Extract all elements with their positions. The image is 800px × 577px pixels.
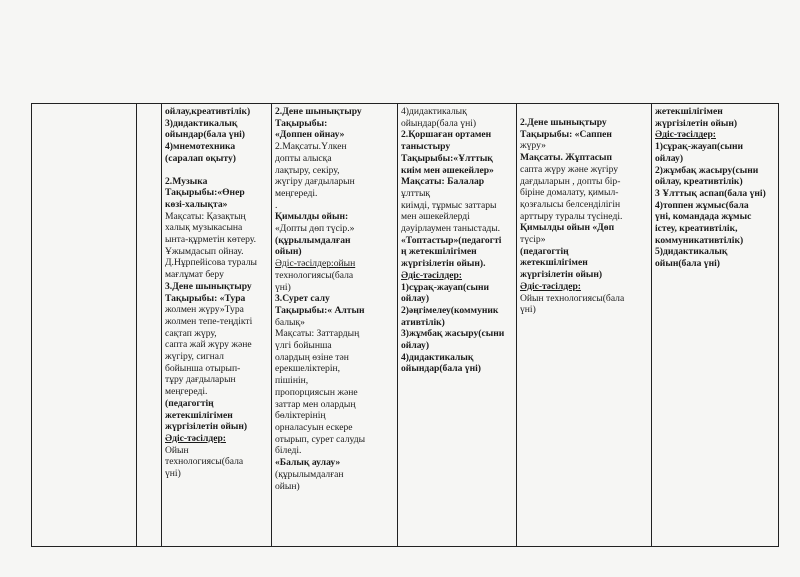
column-2 [162,104,272,547]
cell-text-line: Тақырыбы:« Алтын [275,304,365,316]
cell-text-line: ерекшеліктерін, [275,363,341,375]
cell-text-line: ынта-құрметін көтеру. [165,234,256,246]
cell-text-line: сақтап жүру, [165,327,217,339]
cell-text-line: сапта жүру және жүгіру [520,163,619,175]
cell-text-line: лақтыру, секіру, [275,164,340,176]
cell-text-line: «Топтастыр»(педагогті [401,234,502,246]
cell-text-line: 4)дидактикалық [401,351,474,363]
column-4 [398,104,517,547]
cell-text-line: балық» [275,316,305,328]
cell-text-line: 3.Сурет салу [275,293,330,305]
cell-text-line: Қимылды ойын «Дөп [520,222,615,234]
cell-text-line: (құрылымдалған [275,234,351,246]
column-6 [652,104,779,547]
cell-text-line: орналасуын ескере [275,421,353,433]
cell-text-line: жүргізілетін ойын) [655,117,738,129]
cell-text-line: 3)дидактикалық [165,117,238,129]
cell-text-line: Қимылды ойын: [275,211,349,223]
cell-text-line: үні, командада жұмыс [655,211,752,223]
cell-text-line: олардың өзіне тән [275,351,349,363]
cell-text-line: Ойын [165,444,189,456]
cell-text-line: жүгіру, сигнал [165,351,224,363]
cell-text-line: ойын(бала үні) [655,258,720,270]
cell-text-line: ойын) [275,246,302,258]
cell-text-line: түсір» [520,234,546,246]
cell-text-line: 4)мнемотехника [165,141,236,153]
cell-text-line: 5)дидактикалық [655,246,728,258]
cell-text-line: отырып, сурет салуды [275,433,366,445]
cell-text-line: допты алысқа [275,152,332,164]
cell-text-line: жолмен тепе-теңдікті [165,315,253,327]
cell-text-line: арттыру туралы түсінеді. [520,210,623,222]
cell-text-line: киімді, тұрмыс заттары [401,199,497,211]
cell-text-line: үні) [275,281,291,293]
cell-text-line: Әдіс-тәсілдер: [165,432,226,444]
cell-text-line: ойындар(бала үні) [165,129,245,141]
cell-text-line: қозғалысы белсенділігін [520,198,621,210]
cell-text-line: 4)дидактикалық [401,106,467,117]
cell-text-line: 2)жұмбақ жасыру(сыни [655,164,759,176]
cell-text-line: Әдіс-тәсілдер:ойын [275,258,356,270]
cell-text-line: мен әшекейлерді [401,211,470,223]
table-row [32,104,779,547]
cell-text-line: пішінін, [275,375,309,387]
column-3 [272,104,398,547]
cell-text-line: дағдыларын , допты бір- [520,175,621,187]
cell-text-line: үлгі бойынша [275,340,332,352]
cell-text-line: 2.Дене шынықтыру [520,117,607,128]
cell-text-line: бойынша отырып- [165,362,241,374]
cell-text-line: 3 Ұлттық аспап(бала үні) [655,187,766,199]
cell-text-line: киім мен әшекейлер» [401,164,494,176]
cell-text-line: 1)сұрақ-жауап(сыни [401,281,490,293]
cell-text-line: жолмен жүру»Тура [165,304,244,316]
cell-text-line: Әдіс-тәсілдер: [655,129,716,141]
cell-text-line: біледі. [275,445,302,457]
cell-text-line: 3.Дене шынықтыру [165,280,252,292]
cell-text-line: меңгереді. [165,386,208,398]
cell-text-line: Мақсаты. Жұптасып [520,152,613,164]
column-1 [137,104,162,547]
cell-text-line: 2.Музыка [165,175,208,187]
cell-text-line: (педагогтің [520,245,569,257]
cell-text-line: ойлау) [401,340,430,352]
cell-text-line: жетекшілігімен [655,106,723,117]
cell-text-line: тұру дағдыларын [165,374,236,386]
cell-text-line: ойлау) [401,293,430,305]
cell-text-line: Тақырыбы:«Өнер [165,187,245,199]
cell-text-line: халық музыкасына [165,222,243,234]
cell-text-line: ойындар(бала үні) [401,117,477,129]
cell-text-line: . [275,199,278,211]
cell-text-line: «Доппен ойнау» [275,129,345,141]
cell-text-line: Мақсаты: Қазақтың [165,210,246,222]
cell-text-line: Тақырыбы: «Тура [165,292,246,304]
cell-text-line: Әдіс-тәсілдер: [520,280,581,292]
cell-text-line: меңгереді. [275,187,318,199]
cell-text-line: жүргізілетін ойын). [401,258,486,270]
cell-text-line: ойын) [275,480,300,492]
cell-text-line: үні) [520,304,536,316]
cell-text-line: коммуникативтілік) [655,234,744,246]
cell-text-line: ативтілік) [401,316,445,328]
cell-text-line: жүру» [520,140,546,152]
cell-text-line: жүргізілетін ойын) [165,421,248,433]
cell-text-line: 3)жұмбақ жасыру(сыни [401,328,505,340]
column-0 [32,104,137,547]
cell-text-line: технологиясы(бала [275,269,354,281]
cell-text-line: жүгіру дағдыларын [275,176,355,188]
cell-text-line: дәуірлаумен таныстады. [401,223,501,235]
cell-text-line: жүргізілетін ойын) [520,269,603,281]
cell-text-line: ойлау) [655,152,684,164]
cell-text-line: Тақырыбы:«Ұлттық [401,152,493,164]
cell-text-line: заттар мен олардың [275,398,356,410]
column-5 [517,104,652,547]
cell-text-line: біріне домалату, қимыл- [520,187,619,199]
cell-text-line: Ұжымдасып ойнау. [165,245,244,257]
cell-text-line: 4)топпен жұмыс(бала [655,199,749,211]
cell-text-line: 2.Мақсаты.Үлкен [275,141,347,153]
cell-text-line [520,106,648,117]
cell-text-line: Мақсаты: Балалар [401,176,485,188]
cell-text-line: сапта жай жүру және [165,339,252,351]
cell-text-line: 1)сұрақ-жауап(сыни [655,141,744,153]
cell-text-line [165,165,268,176]
cell-text-line: 2.Дене шынықтыру [275,106,362,117]
cell-text-line: технологиясы(бала [165,456,244,468]
cell-text-line: 2.Қоршаған ортамен [401,129,492,141]
cell-text-line: Тақырыбы: [275,117,328,129]
cell-text-line: ұлттық [401,187,431,199]
cell-text-line: ойындар(бала үні) [401,363,481,375]
cell-text-line: үні) [165,468,181,480]
cell-text-line: ойлау, креативтілік) [655,176,743,188]
cell-text-line: Д.Нұрпейісова туралы [165,257,258,269]
cell-text-line: (саралап оқыту) [165,152,236,164]
cell-text-line: «Балық аулау» [275,457,341,469]
lesson-plan-table [31,103,779,547]
cell-text-line: Тақырыбы: «Саппен [520,128,612,140]
cell-text-line: «Допты дөп түсір.» [275,223,355,235]
cell-text-line: (құрылымдалған [275,468,344,480]
cell-text-line: таныстыру [401,141,451,153]
cell-text-line: ойлау,креативтілік) [165,106,251,117]
cell-text-line: мағлұмат беру [165,269,224,281]
cell-text-line: істеу, креативтілік, [655,223,738,235]
cell-text-line: Мақсаты: Заттардың [275,328,360,340]
cell-text-line: ң жетекшілігімен [401,246,477,258]
cell-text-line: (педагогтің [165,397,214,409]
cell-text-line: көзі-халықта» [165,198,228,210]
cell-text-line: пропорциясын және [275,386,358,398]
cell-text-line: жетекшілігімен [520,257,588,269]
cell-text-line: Ойын технологиясы(бала [520,292,625,304]
cell-text-line: бөліктерінің [275,410,326,422]
cell-text-line: жетекшілігімен [165,409,233,421]
cell-text-line: 2)әңгімелеу(коммуник [401,304,499,316]
cell-text-line: Әдіс-тәсілдер: [401,269,462,281]
